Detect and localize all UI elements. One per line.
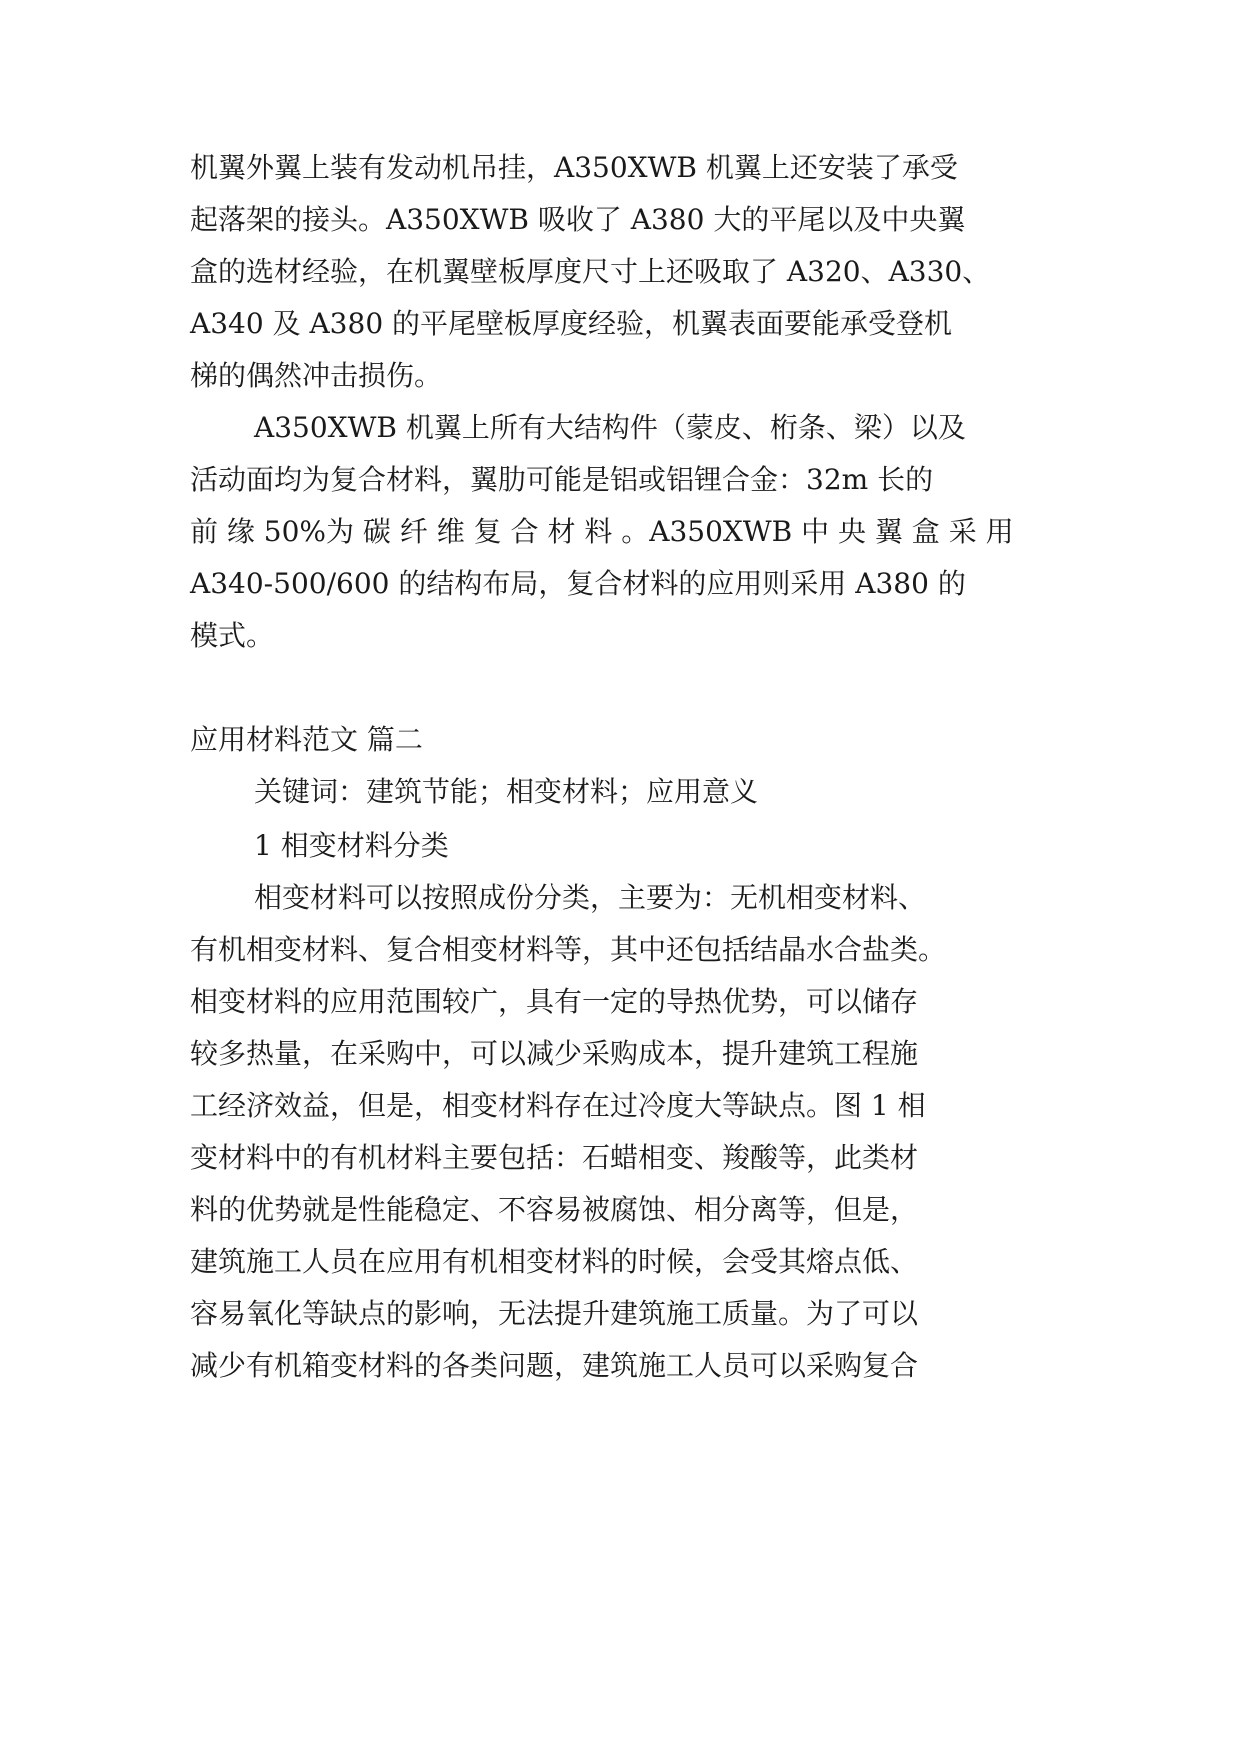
keywords-line: 关键词：建筑节能；相变材料；应用意义 xyxy=(254,775,759,808)
paragraph-line: 有机相变材料、复合相变材料等，其中还包括结晶水合盐类。 xyxy=(190,933,947,966)
subheading: 1 相变材料分类 xyxy=(254,829,449,862)
paragraph-line: 减少有机箱变材料的各类问题，建筑施工人员可以采购复合 xyxy=(190,1349,919,1382)
paragraph-line: 较多热量，在采购中，可以减少采购成本，提升建筑工程施 xyxy=(190,1037,919,1070)
paragraph-line: A340 及 A380 的平尾壁板厚度经验，机翼表面要能承受登机 xyxy=(190,307,953,340)
paragraph-line: 活动面均为复合材料，翼肋可能是铝或铝锂合金：32m 长的 xyxy=(190,463,934,496)
paragraph-line: 盒的选材经验，在机翼壁板厚度尺寸上还吸取了 A320、A330、 xyxy=(190,255,991,288)
section-title: 应用材料范文 篇二 xyxy=(190,723,423,756)
paragraph-line: 机翼外翼上装有发动机吊挂，A350XWB 机翼上还安装了承受 xyxy=(190,151,958,184)
paragraph-line: 容易氧化等缺点的影响，无法提升建筑施工质量。为了可以 xyxy=(190,1297,919,1330)
paragraph-line: 变材料中的有机材料主要包括：石蜡相变、羧酸等，此类材 xyxy=(190,1141,919,1174)
paragraph-line: 模式。 xyxy=(190,619,275,652)
paragraph-line: 相变材料可以按照成份分类，主要为：无机相变材料、 xyxy=(254,881,927,914)
paragraph-line: 起落架的接头。A350XWB 吸收了 A380 大的平尾以及中央翼 xyxy=(190,203,966,236)
paragraph-line: A350XWB 机翼上所有大结构件（蒙皮、桁条、梁）以及 xyxy=(254,411,966,444)
paragraph-line: 相变材料的应用范围较广，具有一定的导热优势，可以储存 xyxy=(190,985,919,1018)
paragraph-line: 梯的偶然冲击损伤。 xyxy=(190,359,443,392)
paragraph-line: A340-500/600 的结构布局，复合材料的应用则采用 A380 的 xyxy=(190,567,966,600)
paragraph-line: 工经济效益，但是，相变材料存在过冷度大等缺点。图 1 相 xyxy=(190,1089,926,1122)
paragraph-line: 前 缘 50%为 碳 纤 维 复 合 材 料 。A350XWB 中 央 翼 盒 采 用 xyxy=(190,515,1014,548)
paragraph-line: 建筑施工人员在应用有机相变材料的时候，会受其熔点低、 xyxy=(190,1245,919,1278)
paragraph-line: 料的优势就是性能稳定、不容易被腐蚀、相分离等，但是， xyxy=(190,1193,919,1226)
